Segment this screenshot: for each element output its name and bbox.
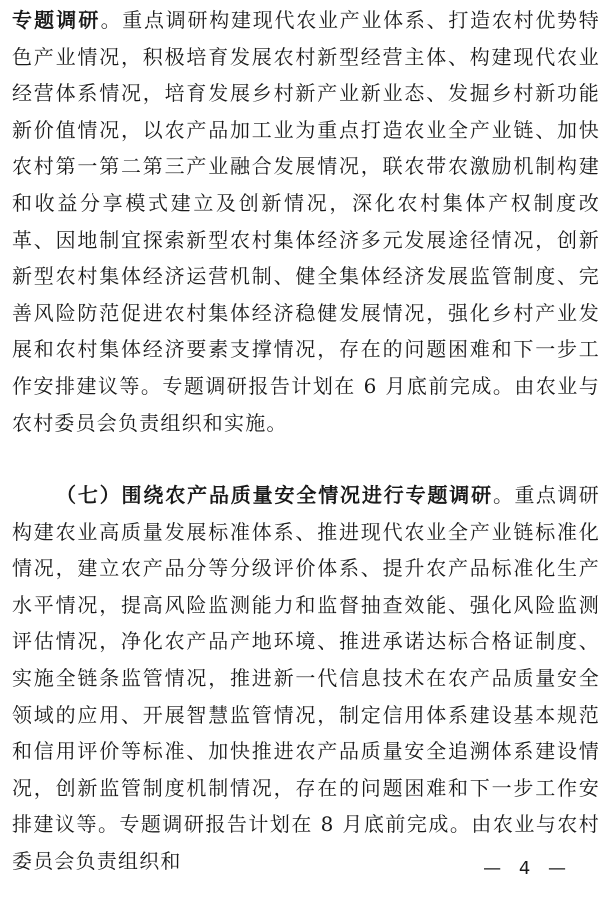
- paragraph-heading: 专题调研: [12, 8, 101, 32]
- paragraph-body: 。重点调研构建农业高质量发展标准体系、推进现代农业全产业链标准化情况，建立农产品分等分级评价体系、提升农产品标准化生产水平情况，提高风险监测能力和监督抽查效能、强化风险监测评估情况，净化农产品产地环境、推进承诺达标合格证制度、实施全链条监管情况，推进新一代信息技术在农产品质量安全领域的应用、开展智慧监管情况，制定信用体系建设基本规范和信用评价等标准、加快推进农产品质量安全追溯体系建设情况，创新监管制度机制情况，存在的问题困难和下一步工作安排建议等。专题调研报告计划在 8 月底前完成。由农业与农村委员会负责组织和: [12, 483, 600, 873]
- paragraph-body: 。重点调研构建现代农业产业体系、打造农村优势特色产业情况，积极培育发展农村新型经营主体、构建现代农业经营体系情况，培育发展乡村新产业新业态、发掘乡村新功能新价值情况，以农产品加工业为重点打造农业全产业链、加快农村第一第二第三产业融合发展情况，联农带农激励机制构建和收益分享模式建立及创新情况，深化农村集体产权制度改革、因地制宜探索新型农村集体经济多元发展途径情况，创新新型农村集体经济运营机制、健全集体经济发展监管制度、完善风险防范促进农村集体经济稳健发展情况，强化乡村产业发展和农村集体经济要素支撑情况，存在的问题困难和下一步工作安排建议等。专题调研报告计划在 6 月底前完成。由农业与农村委员会负责组织和实施。: [12, 8, 600, 435]
- paragraph-heading: （七）围绕农产品质量安全情况进行专题调研: [56, 483, 493, 507]
- page-number: — 4 —: [483, 858, 572, 879]
- paragraph-survey-rural-industry: [12, 2, 600, 441]
- paragraph-survey-product-quality: [12, 477, 600, 880]
